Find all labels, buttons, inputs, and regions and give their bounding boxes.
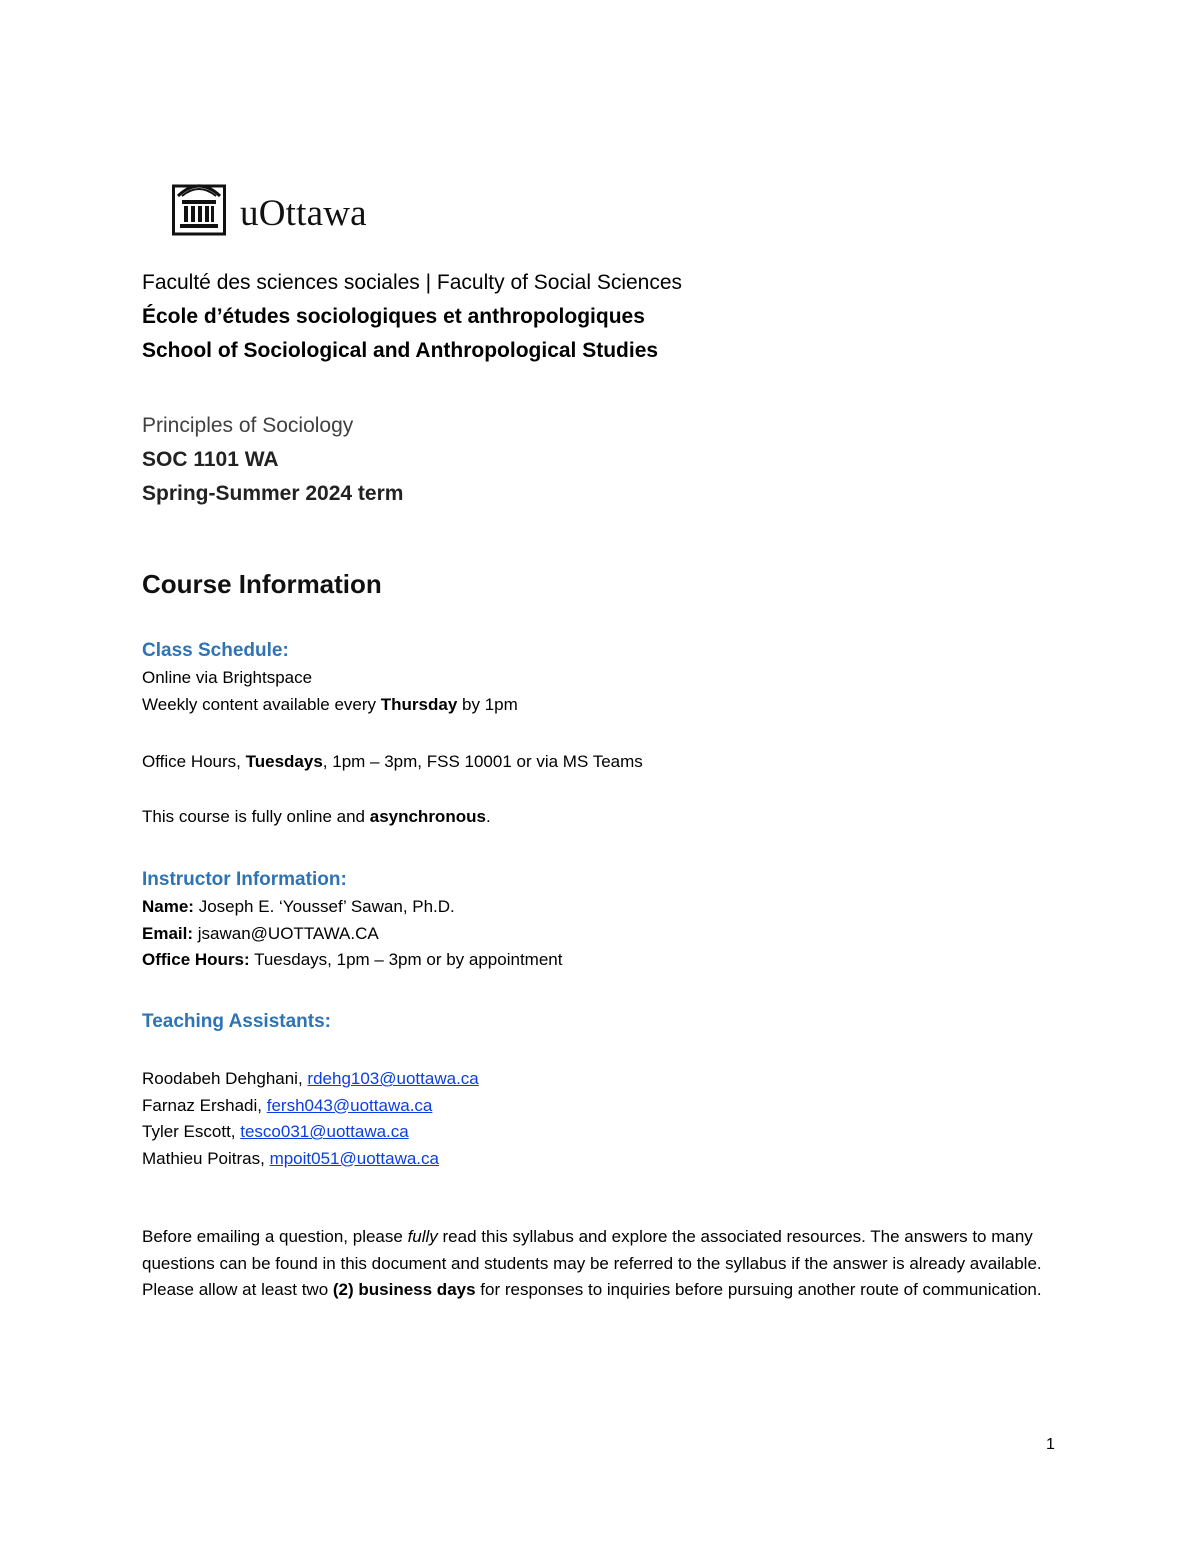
schedule-format: This course is fully online and asynchronous. [142, 807, 491, 826]
teaching-assistants-list [142, 1066, 1082, 1172]
university-building-icon [172, 174, 226, 236]
class-schedule-section [142, 637, 1082, 718]
ta-email-link[interactable]: mpoit051@uottawa.ca [269, 1148, 439, 1168]
faculty-line: Faculté des sciences sociales | Faculty of Social Sciences [142, 271, 683, 294]
course-name: Principles of Sociology [142, 414, 354, 437]
course-title-block [142, 409, 1082, 511]
page-number: 1 [1046, 1436, 1055, 1453]
ta-email-link[interactable]: rdehg103@uottawa.ca [307, 1069, 479, 1088]
course-code: SOC 1101 WA [142, 448, 279, 471]
university-logo [172, 174, 367, 236]
ta-item: Roodabeh Dehghani, rdehg103@uottawa.ca [142, 1069, 479, 1088]
school-en-line: School of Sociological and Anthropological Studies [142, 339, 659, 362]
instructor-office-hours: Office Hours: Tuesdays, 1pm – 3pm or by appointment [142, 950, 563, 969]
school-fr-line: École d’études sociologiques et anthropologiques [142, 305, 645, 328]
instructor-section [142, 866, 1082, 974]
instructor-email: Email: jsawan@UOTTAWA.CA [142, 923, 379, 943]
faculty-header [142, 266, 1082, 368]
email-note-paragraph: Before emailing a question, please fully read this syllabus and explore the associated resources. The answers to many questions can be found in this document and students may be referred to the syllabus if the answer is already available. Please allow at least two (2) business days for responses to inquiries before pursuing another route of communication. [142, 1227, 1042, 1299]
logo-text: uOttawa [240, 192, 367, 234]
course-information-heading: Course Information [142, 569, 382, 599]
schedule-weekly: Weekly content available every Thursday by 1pm [142, 694, 518, 714]
instructor-heading: Instructor Information: [142, 869, 347, 890]
course-term: Spring-Summer 2024 term [142, 482, 404, 505]
ta-item: Tyler Escott, tesco031@uottawa.ca [142, 1122, 409, 1141]
schedule-office-hours: Office Hours, Tuesdays, 1pm – 3pm, FSS 10001 or via MS Teams [142, 752, 643, 771]
class-schedule-heading: Class Schedule: [142, 640, 289, 661]
schedule-online: Online via Brightspace [142, 668, 313, 687]
ta-item: Farnaz Ershadi, fersh043@uottawa.ca [142, 1095, 433, 1115]
instructor-name: Name: Joseph E. ‘Youssef’ Sawan, Ph.D. [142, 897, 455, 916]
ta-item: Mathieu Poitras, mpoit051@uottawa.ca [142, 1148, 439, 1168]
ta-email-link[interactable]: fersh043@uottawa.ca [266, 1095, 433, 1115]
ta-email-link[interactable]: tesco031@uottawa.ca [240, 1122, 409, 1141]
teaching-assistants-heading: Teaching Assistants: [142, 1011, 331, 1032]
